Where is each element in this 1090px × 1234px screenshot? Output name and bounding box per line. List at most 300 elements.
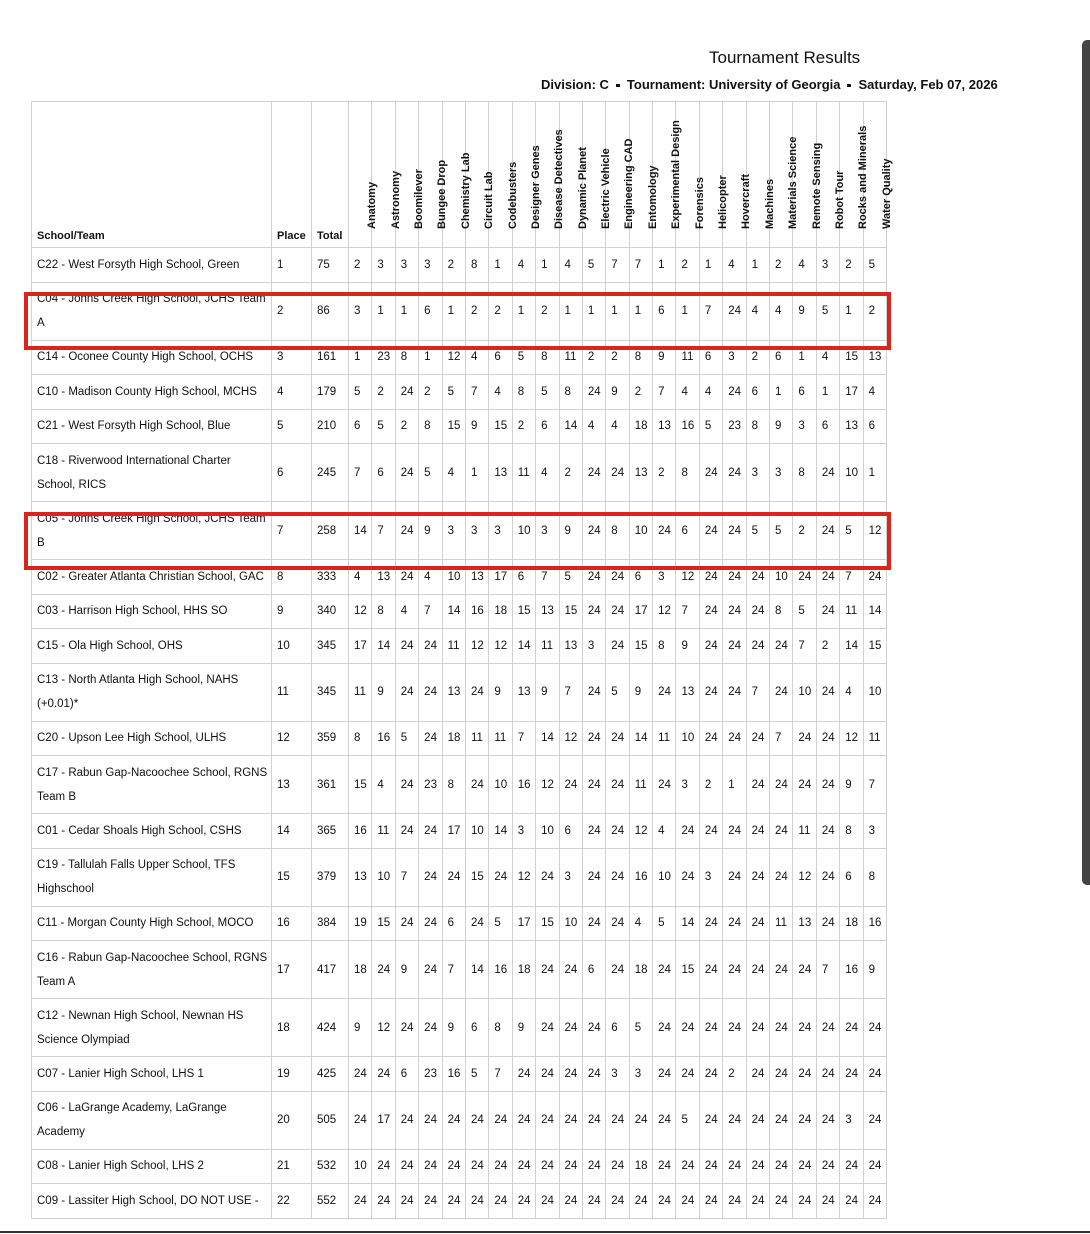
total-cell: 210 — [312, 409, 349, 444]
score-cell: 11 — [489, 721, 512, 756]
score-cell: 24 — [559, 1057, 582, 1092]
school-team-cell: C01 - Cedar Shoals High School, CSHS — [32, 814, 272, 849]
total-cell: 532 — [312, 1149, 349, 1184]
score-cell: 24 — [816, 721, 839, 756]
event-label: Robot Tour — [834, 170, 846, 229]
score-cell: 2 — [863, 282, 886, 340]
place-cell: 18 — [272, 999, 312, 1057]
score-cell: 24 — [395, 906, 418, 941]
total-cell: 425 — [312, 1057, 349, 1092]
score-cell: 24 — [770, 1149, 793, 1184]
school-team-cell: C03 - Harrison High School, HHS SO — [32, 594, 272, 629]
scrollbar[interactable] — [1082, 40, 1090, 885]
score-cell: 1 — [770, 375, 793, 410]
score-cell: 24 — [582, 1091, 605, 1149]
score-cell: 11 — [372, 814, 395, 849]
score-cell: 2 — [536, 282, 559, 340]
score-cell: 14 — [536, 721, 559, 756]
score-cell: 12 — [653, 594, 676, 629]
place-cell: 12 — [272, 721, 312, 756]
event-label: Anatomy — [366, 181, 379, 229]
score-cell: 24 — [442, 1149, 465, 1184]
table-row — [32, 1184, 887, 1219]
score-cell: 6 — [582, 941, 605, 999]
score-cell: 24 — [816, 1184, 839, 1219]
score-cell: 7 — [349, 444, 372, 502]
event-label: Designer Genes — [529, 145, 542, 229]
score-cell: 5 — [512, 340, 535, 375]
score-cell: 13 — [512, 663, 535, 721]
score-cell: 1 — [372, 282, 395, 340]
column-header-event — [395, 102, 425, 248]
score-cell: 24 — [349, 1091, 372, 1149]
score-cell: 24 — [419, 1149, 442, 1184]
score-cell: 9 — [465, 409, 488, 444]
score-cell: 7 — [816, 941, 839, 999]
event-label: Materials Science — [787, 136, 800, 229]
table-row — [32, 663, 887, 721]
score-cell: 1 — [536, 248, 559, 283]
score-cell: 24 — [419, 629, 442, 664]
score-cell: 7 — [395, 848, 418, 906]
score-cell: 9 — [536, 663, 559, 721]
score-cell: 24 — [559, 999, 582, 1057]
score-cell: 24 — [746, 848, 769, 906]
score-cell: 1 — [606, 282, 629, 340]
event-label: Engineering CAD — [623, 138, 636, 229]
score-cell: 11 — [349, 663, 372, 721]
score-cell: 24 — [653, 1091, 676, 1149]
score-cell: 2 — [629, 375, 652, 410]
score-cell: 6 — [676, 502, 699, 560]
score-cell: 1 — [582, 282, 605, 340]
score-cell: 7 — [536, 560, 559, 595]
score-cell: 24 — [793, 941, 816, 999]
score-cell: 4 — [629, 906, 652, 941]
score-cell: 24 — [442, 1091, 465, 1149]
score-cell: 9 — [395, 941, 418, 999]
place-cell: 6 — [272, 444, 312, 502]
score-cell: 24 — [746, 814, 769, 849]
score-cell: 10 — [770, 560, 793, 595]
score-cell: 24 — [723, 375, 746, 410]
score-cell: 11 — [536, 629, 559, 664]
score-cell: 24 — [863, 1184, 886, 1219]
total-cell: 424 — [312, 999, 349, 1057]
score-cell: 15 — [372, 906, 395, 941]
score-cell: 24 — [419, 941, 442, 999]
score-cell: 24 — [559, 1184, 582, 1219]
place-cell: 1 — [272, 248, 312, 283]
score-cell: 24 — [419, 814, 442, 849]
score-cell: 24 — [559, 1091, 582, 1149]
score-cell: 12 — [372, 999, 395, 1057]
score-cell: 8 — [419, 409, 442, 444]
table-row — [32, 340, 887, 375]
event-label: Codebusters — [506, 161, 519, 229]
score-cell: 3 — [746, 444, 769, 502]
score-cell: 8 — [536, 340, 559, 375]
score-cell: 5 — [840, 502, 863, 560]
score-cell: 6 — [559, 814, 582, 849]
score-cell: 10 — [676, 721, 699, 756]
tournament-label: Tournament: University of Georgia — [626, 77, 841, 92]
score-cell: 4 — [676, 375, 699, 410]
score-cell: 5 — [793, 594, 816, 629]
score-cell: 1 — [676, 282, 699, 340]
event-label: Entomology — [646, 165, 659, 229]
score-cell: 12 — [840, 721, 863, 756]
score-cell: 6 — [465, 999, 488, 1057]
score-cell: 9 — [349, 999, 372, 1057]
score-cell: 24 — [372, 1184, 395, 1219]
event-label: Circuit Lab — [483, 171, 496, 229]
score-cell: 1 — [699, 248, 722, 283]
score-cell: 6 — [793, 375, 816, 410]
school-team-cell: C08 - Lanier High School, LHS 2 — [32, 1149, 272, 1184]
score-cell: 10 — [793, 663, 816, 721]
column-header-event — [489, 102, 519, 248]
score-cell: 14 — [442, 594, 465, 629]
score-cell: 6 — [395, 1057, 418, 1092]
division-label: Division: C — [541, 77, 609, 92]
table-row — [32, 941, 887, 999]
score-cell: 2 — [372, 375, 395, 410]
score-cell: 24 — [606, 444, 629, 502]
score-cell: 23 — [419, 1057, 442, 1092]
score-cell: 24 — [863, 1057, 886, 1092]
score-cell: 24 — [419, 663, 442, 721]
score-cell: 24 — [723, 721, 746, 756]
score-cell: 24 — [465, 1149, 488, 1184]
score-cell: 2 — [723, 1057, 746, 1092]
score-cell: 8 — [676, 444, 699, 502]
score-cell: 24 — [840, 999, 863, 1057]
total-cell: 384 — [312, 906, 349, 941]
score-cell: 13 — [536, 594, 559, 629]
score-cell: 3 — [629, 1057, 652, 1092]
score-cell: 24 — [770, 848, 793, 906]
score-cell: 24 — [465, 1184, 488, 1219]
score-cell: 24 — [723, 848, 746, 906]
score-cell: 24 — [582, 848, 605, 906]
score-cell: 24 — [653, 941, 676, 999]
score-cell: 24 — [536, 999, 559, 1057]
score-cell: 24 — [465, 1091, 488, 1149]
score-cell: 24 — [489, 848, 512, 906]
score-cell: 6 — [699, 340, 722, 375]
event-label: Machines — [763, 178, 776, 229]
score-cell: 8 — [606, 502, 629, 560]
score-cell: 3 — [372, 248, 395, 283]
score-cell: 7 — [653, 375, 676, 410]
score-cell: 24 — [840, 1184, 863, 1219]
score-cell: 13 — [372, 560, 395, 595]
score-cell: 11 — [793, 814, 816, 849]
table-row — [32, 1057, 887, 1092]
score-cell: 7 — [465, 375, 488, 410]
score-cell: 7 — [372, 502, 395, 560]
score-cell: 24 — [606, 848, 629, 906]
column-header-event — [676, 102, 706, 248]
score-cell: 15 — [863, 629, 886, 664]
score-cell: 24 — [746, 629, 769, 664]
score-cell: 18 — [349, 941, 372, 999]
score-cell: 2 — [419, 375, 442, 410]
score-cell: 2 — [816, 629, 839, 664]
score-cell: 12 — [349, 594, 372, 629]
score-cell: 9 — [512, 999, 535, 1057]
score-cell: 9 — [676, 629, 699, 664]
score-cell: 24 — [606, 1184, 629, 1219]
score-cell: 24 — [793, 756, 816, 814]
score-cell: 12 — [512, 848, 535, 906]
score-cell: 14 — [465, 941, 488, 999]
score-cell: 24 — [793, 1057, 816, 1092]
score-cell: 16 — [349, 814, 372, 849]
score-cell: 4 — [606, 409, 629, 444]
score-cell: 24 — [512, 1057, 535, 1092]
score-cell: 24 — [512, 1184, 535, 1219]
score-cell: 9 — [489, 663, 512, 721]
score-cell: 15 — [536, 906, 559, 941]
score-cell: 7 — [863, 756, 886, 814]
score-cell: 2 — [793, 502, 816, 560]
score-cell: 7 — [629, 248, 652, 283]
score-cell: 7 — [840, 560, 863, 595]
score-cell: 1 — [863, 444, 886, 502]
score-cell: 24 — [816, 906, 839, 941]
score-cell: 24 — [770, 999, 793, 1057]
score-cell: 24 — [372, 1149, 395, 1184]
score-cell: 16 — [512, 756, 535, 814]
column-header-event — [536, 102, 566, 248]
table-row — [32, 375, 887, 410]
score-cell: 1 — [653, 248, 676, 283]
score-cell: 4 — [349, 560, 372, 595]
score-cell: 5 — [629, 999, 652, 1057]
score-cell: 24 — [746, 756, 769, 814]
score-cell: 24 — [770, 1091, 793, 1149]
score-cell: 16 — [629, 848, 652, 906]
school-team-cell: C19 - Tallulah Falls Upper School, TFS Highschool — [32, 848, 272, 906]
event-label: Remote Sensing — [810, 142, 823, 229]
score-cell: 24 — [770, 629, 793, 664]
column-header-event — [442, 102, 472, 248]
results-subtitle — [541, 77, 998, 92]
event-label: Hovercraft — [740, 173, 753, 229]
score-cell: 9 — [559, 502, 582, 560]
score-cell: 24 — [653, 663, 676, 721]
place-cell: 15 — [272, 848, 312, 906]
score-cell: 5 — [536, 375, 559, 410]
score-cell: 18 — [512, 941, 535, 999]
score-cell: 2 — [582, 340, 605, 375]
score-cell: 10 — [372, 848, 395, 906]
score-cell: 5 — [395, 721, 418, 756]
score-cell: 6 — [536, 409, 559, 444]
score-cell: 4 — [793, 248, 816, 283]
column-header-event — [512, 102, 542, 248]
score-cell: 1 — [395, 282, 418, 340]
event-label: Electric Vehicle — [600, 148, 613, 229]
score-cell: 24 — [395, 560, 418, 595]
score-cell: 8 — [863, 848, 886, 906]
school-team-cell: C21 - West Forsyth High School, Blue — [32, 409, 272, 444]
table-row — [32, 629, 887, 664]
school-team-cell: C20 - Upson Lee High School, ULHS — [32, 721, 272, 756]
score-cell: 24 — [746, 594, 769, 629]
results-table — [31, 101, 893, 1219]
score-cell: 4 — [559, 248, 582, 283]
column-header-event — [582, 102, 613, 248]
score-cell: 1 — [349, 340, 372, 375]
total-cell: 345 — [312, 663, 349, 721]
school-team-cell: C22 - West Forsyth High School, Green — [32, 248, 272, 283]
score-cell: 10 — [465, 814, 488, 849]
column-header-event — [419, 102, 449, 248]
score-cell: 3 — [512, 814, 535, 849]
score-cell: 24 — [793, 999, 816, 1057]
score-cell: 11 — [512, 444, 535, 502]
score-cell: 3 — [536, 502, 559, 560]
score-cell: 24 — [723, 663, 746, 721]
score-cell: 24 — [816, 1149, 839, 1184]
score-cell: 14 — [349, 502, 372, 560]
school-team-cell: C07 - Lanier High School, LHS 1 — [32, 1057, 272, 1092]
score-cell: 24 — [816, 663, 839, 721]
score-cell: 24 — [746, 1091, 769, 1149]
score-cell: 24 — [793, 1149, 816, 1184]
score-cell: 24 — [723, 502, 746, 560]
total-cell: 75 — [312, 248, 349, 283]
score-cell: 24 — [723, 594, 746, 629]
score-cell: 24 — [419, 1091, 442, 1149]
score-cell: 13 — [793, 906, 816, 941]
score-cell: 4 — [582, 409, 605, 444]
score-cell: 4 — [770, 282, 793, 340]
score-cell: 24 — [465, 906, 488, 941]
score-cell: 2 — [840, 248, 863, 283]
score-cell: 15 — [489, 409, 512, 444]
score-cell: 11 — [629, 756, 652, 814]
score-cell: 15 — [676, 941, 699, 999]
total-cell: 333 — [312, 560, 349, 595]
place-cell: 8 — [272, 560, 312, 595]
score-cell: 2 — [395, 409, 418, 444]
score-cell: 24 — [465, 663, 488, 721]
score-cell: 17 — [442, 814, 465, 849]
score-cell: 24 — [793, 721, 816, 756]
score-cell: 1 — [793, 340, 816, 375]
score-cell: 9 — [863, 941, 886, 999]
score-cell: 10 — [840, 444, 863, 502]
score-cell: 10 — [863, 663, 886, 721]
column-header-event — [465, 102, 496, 248]
score-cell: 12 — [559, 721, 582, 756]
place-cell: 5 — [272, 409, 312, 444]
score-cell: 1 — [840, 282, 863, 340]
score-cell: 24 — [372, 941, 395, 999]
score-cell: 24 — [536, 1149, 559, 1184]
score-cell: 24 — [770, 814, 793, 849]
score-cell: 5 — [770, 502, 793, 560]
score-cell: 7 — [512, 721, 535, 756]
date-label: Saturday, Feb 07, 2026 — [858, 77, 998, 92]
place-cell: 10 — [272, 629, 312, 664]
total-cell: 365 — [312, 814, 349, 849]
score-cell: 5 — [582, 248, 605, 283]
score-cell: 24 — [395, 756, 418, 814]
score-cell: 18 — [489, 594, 512, 629]
score-cell: 24 — [395, 502, 418, 560]
score-cell: 9 — [372, 663, 395, 721]
score-cell: 18 — [840, 906, 863, 941]
score-cell: 24 — [395, 1149, 418, 1184]
column-header-event — [699, 102, 730, 248]
score-cell: 14 — [863, 594, 886, 629]
score-cell: 3 — [699, 848, 722, 906]
score-cell: 24 — [676, 1149, 699, 1184]
score-cell: 24 — [653, 1184, 676, 1219]
score-cell: 7 — [606, 248, 629, 283]
score-cell: 24 — [653, 999, 676, 1057]
score-cell: 6 — [442, 906, 465, 941]
score-cell: 8 — [770, 594, 793, 629]
score-cell: 5 — [442, 375, 465, 410]
school-team-cell: C10 - Madison County High School, MCHS — [32, 375, 272, 410]
score-cell: 24 — [582, 502, 605, 560]
score-cell: 2 — [489, 282, 512, 340]
score-cell: 1 — [816, 375, 839, 410]
event-label: Water Quality — [880, 158, 893, 229]
table-row — [32, 906, 887, 941]
score-cell: 17 — [512, 906, 535, 941]
score-cell: 24 — [863, 1149, 886, 1184]
score-cell: 24 — [653, 1057, 676, 1092]
score-cell: 24 — [863, 1091, 886, 1149]
score-cell: 24 — [746, 1057, 769, 1092]
score-cell: 24 — [395, 999, 418, 1057]
school-team-cell: C17 - Rabun Gap-Nacoochee School, RGNS Team B — [32, 756, 272, 814]
score-cell: 24 — [582, 1149, 605, 1184]
score-cell: 3 — [606, 1057, 629, 1092]
score-cell: 24 — [606, 1091, 629, 1149]
score-cell: 24 — [699, 663, 722, 721]
column-header-event — [793, 102, 823, 248]
score-cell: 24 — [816, 999, 839, 1057]
column-header-event — [349, 102, 379, 248]
score-cell: 24 — [629, 1091, 652, 1149]
score-cell: 24 — [582, 444, 605, 502]
score-cell: 8 — [653, 629, 676, 664]
score-cell: 11 — [770, 906, 793, 941]
score-cell: 9 — [653, 340, 676, 375]
table-row — [32, 502, 887, 560]
score-cell: 24 — [606, 756, 629, 814]
school-team-cell: C18 - Riverwood International Charter School, RICS — [32, 444, 272, 502]
score-cell: 24 — [723, 999, 746, 1057]
score-cell: 16 — [465, 594, 488, 629]
score-cell: 24 — [723, 1149, 746, 1184]
score-cell: 24 — [536, 848, 559, 906]
score-cell: 24 — [372, 1057, 395, 1092]
school-team-cell: C15 - Ola High School, OHS — [32, 629, 272, 664]
score-cell: 24 — [699, 1149, 722, 1184]
column-header-school: School/Team — [32, 102, 272, 248]
table-row — [32, 282, 887, 340]
score-cell: 24 — [816, 444, 839, 502]
